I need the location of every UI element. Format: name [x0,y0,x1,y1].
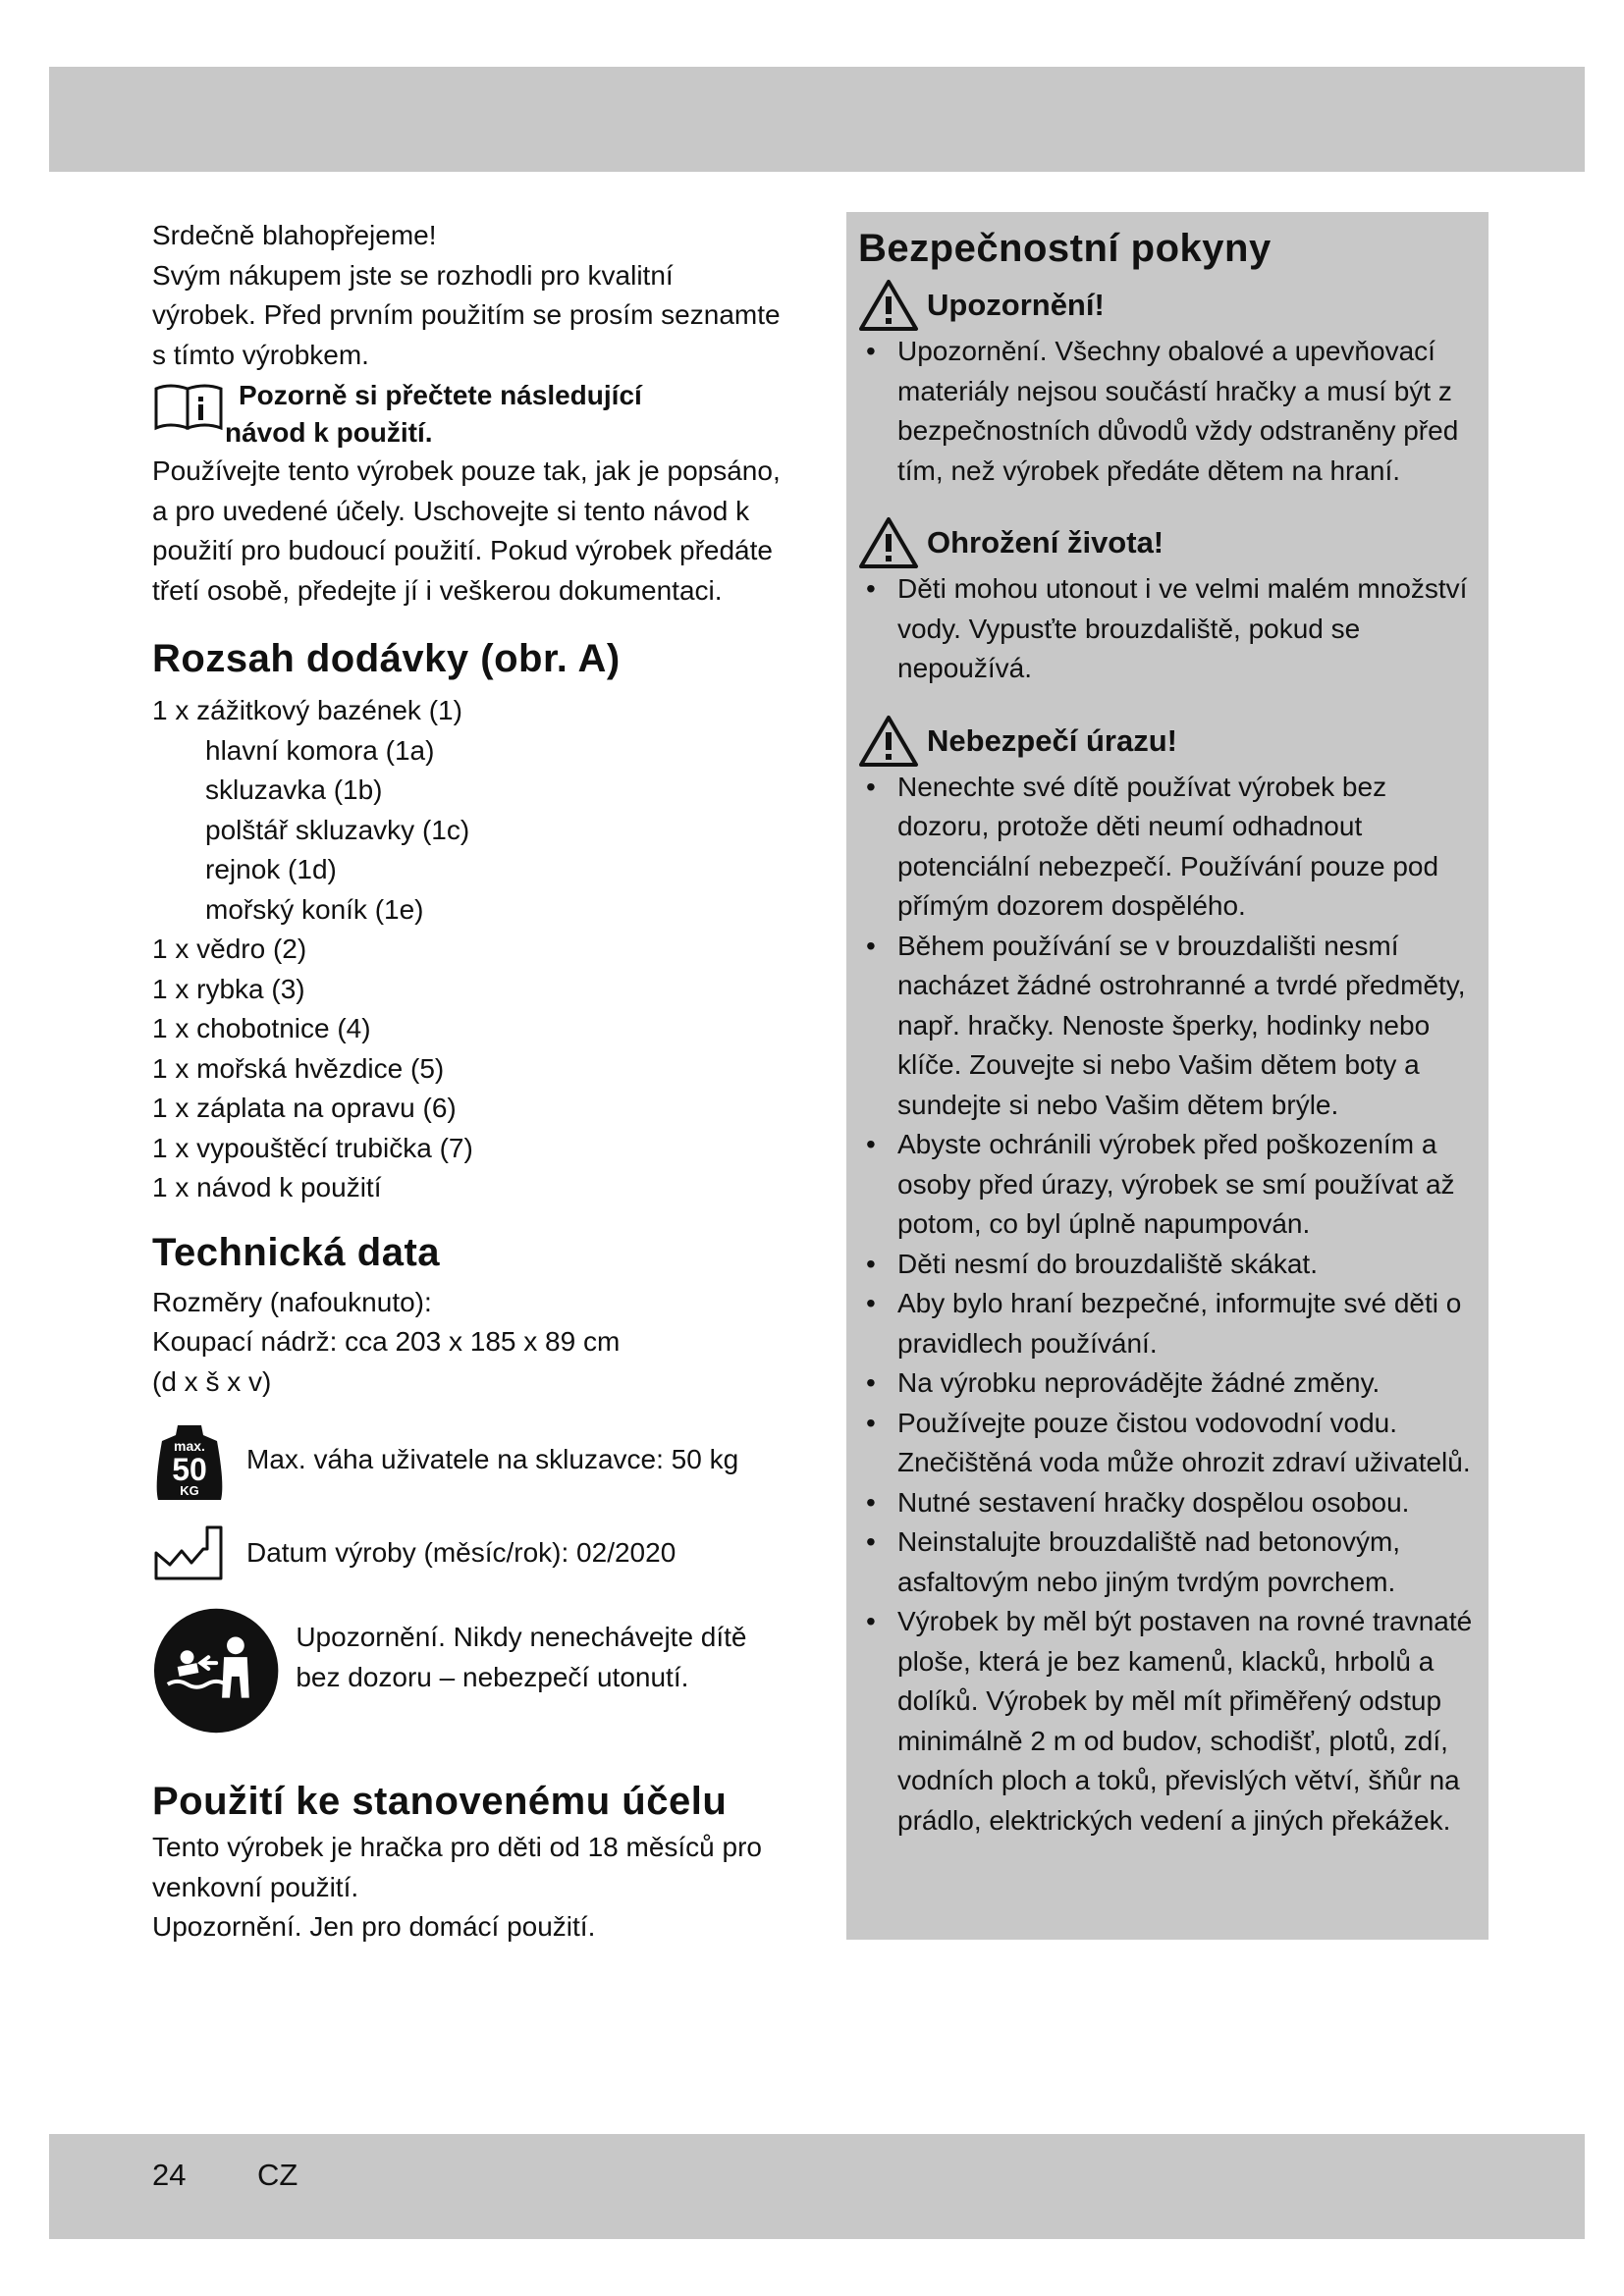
left-column [152,216,781,1948]
read-manual-note [152,375,781,452]
page-number: 24 [152,2158,187,2192]
scope-item: 1 x rybka (3) [152,973,305,1004]
scope-item: polštář skluzavky (1c) [205,814,470,845]
safety-bullet-list [858,332,1479,491]
factory-icon [152,1523,227,1582]
safety-bullet: • Aby bylo hraní bezpečné, informujte své děti o pravidlech používání. [858,1284,1479,1363]
safety-sections [858,279,1479,1841]
safety-bullet: • Děti mohou utonout i ve velmi malém množství vody. Vypusťte brouzdaliště, pokud se nepoužívá. [858,569,1479,689]
scope-heading: Rozsah dodávky (obr. A) [152,637,621,680]
note-line-1: Pozorně si přečtete následující [239,380,642,410]
safety-panel [846,212,1489,1940]
intended-use-heading: Použití ke stanovenému účelu [152,1780,728,1823]
safety-section-label: Ohrožení života! [927,525,1164,560]
supervision-warning-row [152,1606,781,1735]
manufacture-date-text: Datum výroby (měsíc/rok): 02/2020 [246,1536,677,1568]
safety-bullet: • Používejte pouze čistou vodovodní vodu. Znečištěná voda může ohrozit zdraví uživatelů. [858,1404,1479,1483]
max-weight-text: Max. váha uživatele na skluzavce: 50 kg [246,1443,739,1474]
header-band [49,67,1585,172]
safety-bullet: • Nutné sestavení hračky dospělou osobou. [858,1483,1479,1523]
manufacture-date-row [152,1523,781,1582]
language-code: CZ [257,2158,298,2192]
greeting: Srdečně blahopřejeme! [152,220,437,250]
safety-section-header [858,715,1479,768]
child-supervision-icon [152,1606,280,1735]
safety-bullet-list [858,768,1479,1842]
safety-bullet: • Výrobek by měl být postaven na rovné travnaté ploše, která je bez kamenů, klacků, hrbolů a dolíků. Výrobek by měl mít přiměřený odstup minimálně 2 m od budov, schodišť, plotů, zdí, vodních ploch a toků, převislých větví, šňůr na prádlo, elektrických vedení a jiných překážek. [858,1602,1479,1841]
intro-text: Svým nákupem jste se rozhodli pro kvalitní výrobek. Před prvním použitím se prosím seznamte s tímto výrobkem. [152,259,781,370]
safety-bullet: • Upozornění. Všechny obalové a upevňovací materiály nejsou součástí hračky a musí být z bezpečnostních důvodů vždy odstraněny před tím, než výrobek předáte dětem na hraní. [858,332,1479,491]
supervision-warning-text: Upozornění. Nikdy nenechávejte dítě bez dozoru – nebezpečí utonutí. [296,1622,747,1692]
max-weight-row [152,1415,781,1504]
warning-triangle-icon [858,715,919,768]
dimensions-order: (d x š x v) [152,1365,272,1397]
safety-section-header [858,279,1479,332]
scope-item: 1 x chobotnice (4) [152,1013,371,1043]
safety-bullet: • Neinstalujte brouzdaliště nad betonovým, asfaltovým nebo jiným tvrdým povrchem. [858,1522,1479,1602]
intended-use-warning: Upozornění. Jen pro domácí použití. [152,1911,596,1942]
safety-section-header [858,516,1479,569]
scope-item: mořský koník (1e) [205,893,424,925]
usage-text: Používejte tento výrobek pouze tak, jak je popsáno, a pro uvedené účely. Uschovejte si tento návod k použití pro budoucí použití. Pokud výrobek předáte třetí osobě, předejte jí i veškerou dokumentaci. [152,455,781,606]
intended-use-text: Tento výrobek je hračka pro děti od 18 měsíců pro venkovní použití. [152,1832,763,1902]
scope-item: 1 x vypouštěcí trubička (7) [152,1132,473,1163]
scope-item: 1 x vědro (2) [152,934,307,964]
safety-bullet-list [858,569,1479,689]
warning-triangle-icon [858,279,919,332]
weight-icon-unit: KG [180,1483,199,1498]
warning-triangle-icon [858,516,919,569]
safety-bullet: • Během používání se v brouzdališti nesmí nacházet žádné ostrohranné a tvrdé předměty, např. hračky. Nenoste šperky, hodinky nebo klíče. Zouvejte si nebo Vašim dětem boty a sundejte si nebo Vašim dětem brýle. [858,927,1479,1126]
safety-heading: Bezpečnostní pokyny [858,227,1272,270]
safety-bullet: • Děti nesmí do brouzdaliště skákat. [858,1245,1479,1285]
scope-list [152,691,781,1208]
open-book-info-icon [152,375,225,434]
tech-heading: Technická data [152,1230,441,1274]
weight-icon-value: 50 [172,1452,207,1487]
safety-bullet: • Nenechte své dítě používat výrobek bez dozoru, protože děti neumí odhadnout potenciální nebezpečí. Používání pouze pod přímým dozorem dospělého. [858,768,1479,927]
scope-item: 1 x mořská hvězdice (5) [152,1052,445,1084]
safety-bullet: • Abyste ochránili výrobek před poškozením a osoby před úrazy, výrobek se smí používat až potom, co byl úplně napumpován. [858,1125,1479,1245]
scope-item: 1 x záplata na opravu (6) [152,1093,457,1123]
scope-item: hlavní komora (1a) [205,734,435,766]
scope-item: skluzavka (1b) [205,774,383,805]
scope-item: rejnok (1d) [205,854,337,884]
dimensions-label: Rozměry (nafouknuto): [152,1286,432,1317]
scope-item: 1 x návod k použití [152,1172,382,1202]
dimensions-value: Koupací nádrž: cca 203 x 185 x 89 cm [152,1326,621,1357]
safety-bullet: • Na výrobku neprovádějte žádné změny. [858,1363,1479,1404]
weight-50kg-icon [152,1415,227,1504]
scope-item: 1 x zážitkový bazének (1) [152,695,462,725]
weight-icon-top: max. [174,1438,205,1454]
safety-section-label: Upozornění! [927,288,1105,322]
safety-section-label: Nebezpečí úrazu! [927,722,1177,758]
note-line-2: návod k použití. [225,417,433,448]
